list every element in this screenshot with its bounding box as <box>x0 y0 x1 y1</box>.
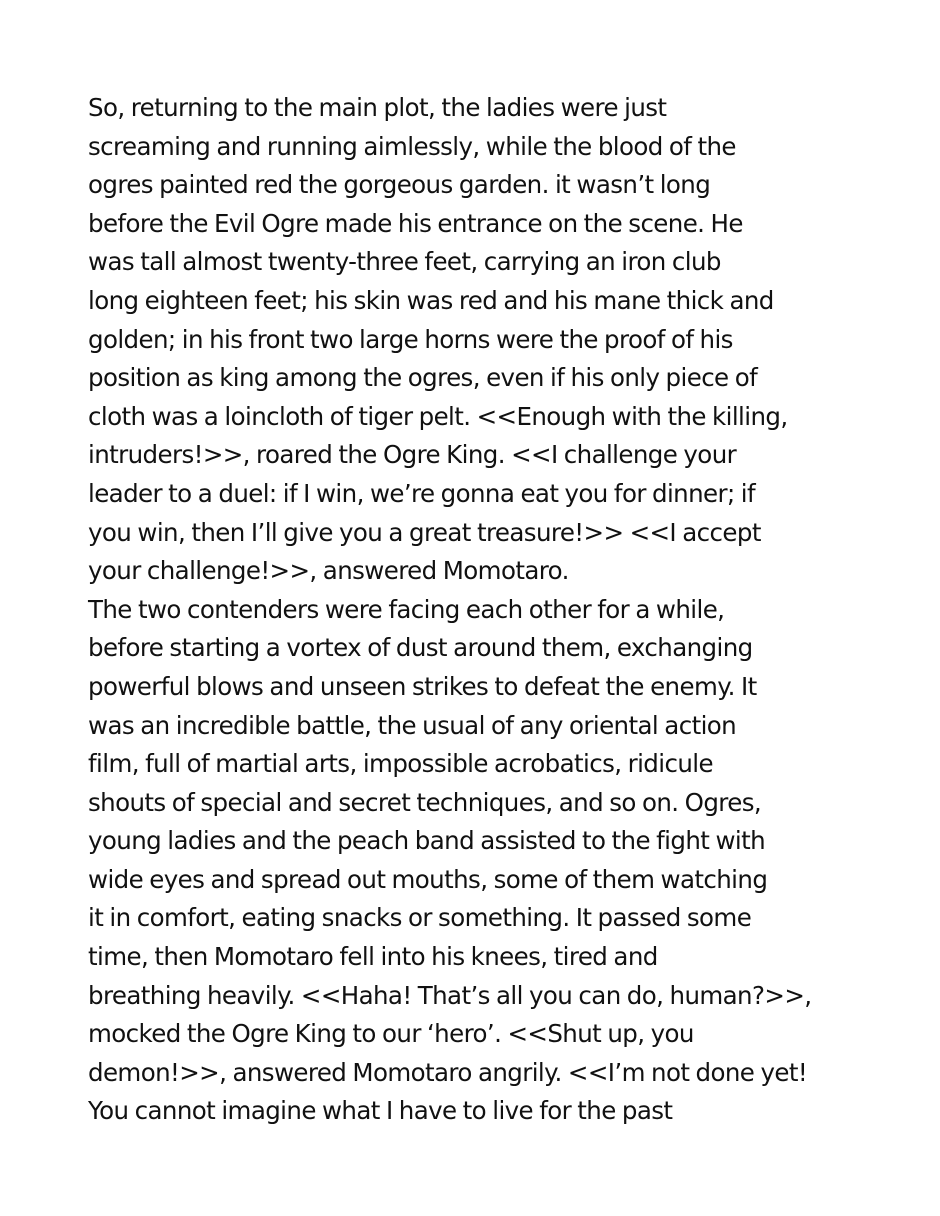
text-line: shouts of special and secret techniques, and so on. Ogres, <box>88 787 762 817</box>
text-line: intruders!>>, roared the Ogre King. <<I challenge your <box>88 440 737 470</box>
text-line: powerful blows and unseen strikes to defeat the enemy. It <box>88 671 757 701</box>
text-line: long eighteen feet; his skin was red and his mane thick and <box>88 285 774 315</box>
text-line: breathing heavily. <<Haha! That’s all you can do, human?>>, <box>88 980 812 1010</box>
text-line: it in comfort, eating snacks or something. It passed some <box>88 903 752 933</box>
text-line: mocked the Ogre King to our ‘hero’. <<Shut up, you <box>88 1019 694 1049</box>
text-line: You cannot imagine what I have to live for the past <box>88 1096 673 1126</box>
text-line: before the Evil Ogre made his entrance on the scene. He <box>88 208 743 238</box>
text-line: was an incredible battle, the usual of any oriental action <box>88 710 737 740</box>
text-line: demon!>>, answered Momotaro angrily. <<I’m not done yet! <box>88 1057 808 1087</box>
text-line: film, full of martial arts, impossible acrobatics, ridicule <box>88 749 713 779</box>
text-line: So, returning to the main plot, the ladies were just <box>88 93 667 122</box>
text-line: The two contenders were facing each other for a while, <box>88 594 725 624</box>
text-line: you win, then I’ll give you a great treasure!>> <<I accept <box>88 517 761 547</box>
text-line: ogres painted red the gorgeous garden. it wasn’t long <box>88 170 711 200</box>
story-text <box>88 89 908 1131</box>
text-line: leader to a duel: if I win, we’re gonna eat you for dinner; if <box>88 478 756 508</box>
text-line: golden; in his front two large horns were the proof of his <box>88 324 733 354</box>
text-line: wide eyes and spread out mouths, some of them watching <box>88 864 768 894</box>
text-line: screaming and running aimlessly, while the blood of the <box>88 131 736 161</box>
text-line: your challenge!>>, answered Momotaro. <box>88 556 569 586</box>
text-line: young ladies and the peach band assisted to the fight with <box>88 826 766 856</box>
text-line: cloth was a loincloth of tiger pelt. <<Enough with the killing, <box>88 401 788 431</box>
text-line: position as king among the ogres, even if his only piece of <box>88 363 758 393</box>
text-line: time, then Momotaro fell into his knees, tired and <box>88 942 658 972</box>
text-line: before starting a vortex of dust around them, exchanging <box>88 633 753 663</box>
text-line: was tall almost twenty-three feet, carrying an iron club <box>88 247 721 277</box>
